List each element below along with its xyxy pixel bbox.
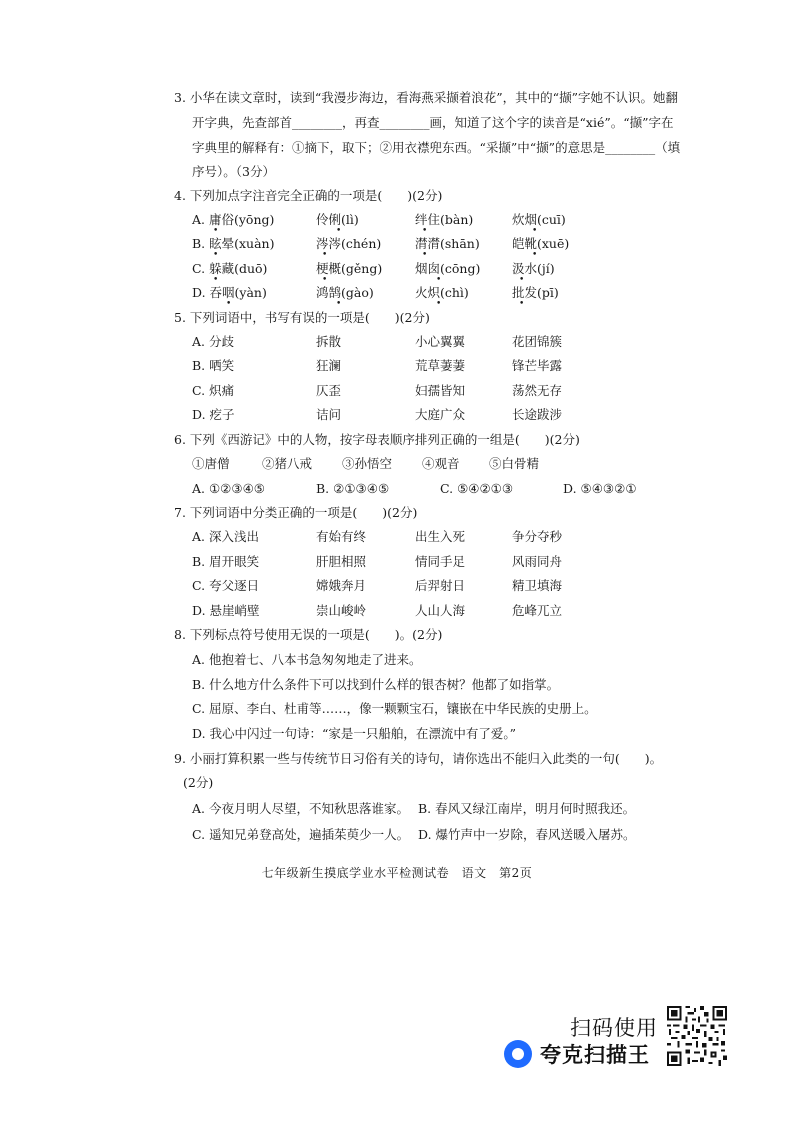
q6-choice-c: C. ⑤④②①③ (440, 481, 514, 496)
q6-name-3: ③孙悟空 (342, 456, 393, 471)
emphasis-dot: • (213, 250, 219, 260)
q9-option-a: A. 今夜月明人尽望，不知秋思落谁家。 (192, 801, 409, 816)
q9-stem: 9. 小丽打算积累一些与传统节日习俗有关的诗句，请你选出不能归入此类的一句( )。 (174, 751, 663, 766)
q5-option-c-1: C. 炽痛 (192, 383, 235, 398)
q3-line-3: 字典里的解释有：①摘下，取下；②用衣襟兜东西。“采撷”中“撷”的意思是________（填 (192, 140, 681, 155)
q3-line-2: 开字典，先查部首________，再查________画，知道了这个字的读音是“xié”。“撷”字在 (192, 115, 674, 130)
scan-to-use-label: 扫码使用 (570, 1016, 658, 1040)
q5-option-b-4: 锋芒毕露 (512, 358, 563, 373)
q5-option-a-4: 花团锦簇 (512, 334, 563, 349)
scanner-brand (504, 1039, 650, 1069)
emphasis-dot: • (519, 299, 525, 309)
q5-option-c-4: 荡然无存 (512, 383, 563, 398)
quark-logo-icon (504, 1040, 532, 1068)
q3-line-1: 3. 小华在读文章时，读到“我漫步海边，看海燕采撷着浪花”，其中的“撷”字她不认识。她翻 (174, 90, 678, 105)
q5-option-a-2: 拆散 (316, 334, 342, 349)
q7-option-a-3: 出生入死 (415, 529, 466, 544)
q7-option-a-2: 有始有终 (316, 529, 367, 544)
q4-option-b-3: 潸潸(shān) (415, 236, 480, 251)
q4-option-b-4: 皑靴(xuē) (512, 236, 570, 251)
q7-option-b-3: 情同手足 (415, 554, 466, 569)
emphasis-dot: • (532, 250, 538, 260)
q4-option-a-2: 伶俐(lì) (316, 212, 359, 227)
q5-option-c-3: 妇孺皆知 (415, 383, 466, 398)
q4-option-c-2: 梗概(gěng) (316, 261, 383, 276)
q9-score: (2分) (183, 775, 214, 790)
q5-option-d-2: 诘问 (316, 407, 342, 422)
q8-option-b: B. 什么地方什么条件下可以找到什么样的银杏树？他都了如指掌。 (192, 677, 560, 692)
q4-option-c-3: 烟囱(cōng) (415, 261, 481, 276)
q7-option-d-1: D. 悬崖峭壁 (192, 603, 260, 618)
q6-name-1: ①唐僧 (192, 456, 230, 471)
q6-stem: 6. 下列《西游记》中的人物，按字母表顺序排列正确的一组是( )(2分) (174, 432, 580, 447)
q4-stem: 4. 下列加点字注音完全正确的一项是( )(2分) (174, 188, 443, 203)
q8-option-a: A. 他抱着七、八本书急匆匆地走了进来。 (192, 652, 422, 667)
q4-option-d-3: 火炽(chì) (415, 285, 469, 300)
q7-option-c-2: 嫦娥奔月 (316, 578, 367, 593)
q5-option-d-4: 长途跋涉 (512, 407, 563, 422)
emphasis-dot: • (322, 275, 328, 285)
emphasis-dot: • (519, 275, 525, 285)
q7-option-c-4: 精卫填海 (512, 578, 563, 593)
q4-option-b-2: 涔涔(chén) (316, 236, 382, 251)
q7-option-b-4: 风雨同舟 (512, 554, 563, 569)
q7-option-a-4: 争分夺秒 (512, 529, 563, 544)
q4-option-a-1: A. 庸俗(yōng) (192, 212, 275, 227)
q4-option-c-4: 汲水(jí) (512, 261, 555, 276)
q6-name-2: ②猪八戒 (262, 456, 313, 471)
emphasis-dot: • (336, 299, 342, 309)
q4-option-a-3: 绊住(bàn) (415, 212, 474, 227)
q4-option-d-4: 批发(pī) (512, 285, 559, 300)
q5-option-b-1: B. 哂笑 (192, 358, 235, 373)
q8-option-c: C. 屈原、李白、杜甫等……，像一颗颗宝石，镶嵌在中华民族的史册上。 (192, 701, 597, 716)
q7-stem: 7. 下列词语中分类正确的一项是( )(2分) (174, 505, 418, 520)
q7-option-d-3: 人山人海 (415, 603, 466, 618)
emphasis-dot: • (436, 299, 442, 309)
q6-choice-a: A. ①②③④⑤ (192, 481, 266, 496)
q7-option-b-1: B. 眉开眼笑 (192, 554, 260, 569)
q9-option-b: B. 春风又绿江南岸，明月何时照我还。 (418, 801, 636, 816)
q7-option-b-2: 肝胆相照 (316, 554, 367, 569)
q5-stem: 5. 下列词语中，书写有误的一项是( )(2分) (174, 310, 430, 325)
q8-stem: 8. 下列标点符号使用无误的一项是( )。(2分) (174, 627, 443, 642)
q5-option-c-2: 仄歪 (316, 383, 342, 398)
q7-option-c-3: 后羿射日 (415, 578, 466, 593)
q4-option-a-4: 炊烟(cuī) (512, 212, 566, 227)
q5-option-a-1: A. 分歧 (192, 334, 234, 349)
emphasis-dot: • (213, 275, 219, 285)
emphasis-dot: • (213, 226, 219, 236)
q9-option-c: C. 遥知兄弟登高处，遍插茱萸少一人。 (192, 827, 410, 842)
q7-option-d-4: 危峰兀立 (512, 603, 563, 618)
q7-option-c-1: C. 夸父逐日 (192, 578, 260, 593)
q4-option-d-1: D. 吞咽(yàn) (192, 285, 267, 300)
qr-code-icon[interactable] (667, 1006, 727, 1066)
emphasis-dot: • (436, 275, 442, 285)
q3-line-4: 序号）。（3分） (192, 164, 275, 179)
emphasis-dot: • (336, 226, 342, 236)
q9-option-d: D. 爆竹声中一岁除，春风送暖入屠苏。 (418, 827, 636, 842)
emphasis-dot: • (422, 250, 428, 260)
q5-option-d-1: D. 疙子 (192, 407, 235, 422)
q6-choice-d: D. ⑤④③②① (563, 481, 637, 496)
q4-option-c-1: C. 躲藏(duō) (192, 261, 268, 276)
emphasis-dot: • (532, 226, 538, 236)
q5-option-b-2: 狂澜 (316, 358, 342, 373)
q5-option-a-3: 小心翼翼 (415, 334, 466, 349)
q5-option-b-3: 荒草萋萋 (415, 358, 466, 373)
q4-option-b-1: B. 眩晕(xuàn) (192, 236, 275, 251)
q6-name-4: ④观音 (422, 456, 460, 471)
scanner-brand-name: 夸克扫描王 (540, 1043, 650, 1067)
q6-choice-b: B. ②①③④⑤ (316, 481, 390, 496)
q6-name-5: ⑤白骨精 (489, 456, 540, 471)
q7-option-a-1: A. 深入浅出 (192, 529, 259, 544)
q5-option-d-3: 大庭广众 (415, 407, 466, 422)
q4-option-d-2: 鸿鹄(gào) (316, 285, 374, 300)
emphasis-dot: • (226, 299, 232, 309)
q8-option-d: D. 我心中闪过一句诗：“家是一只船舶，在漂流中有了爱。” (192, 726, 517, 741)
emphasis-dot: • (322, 250, 328, 260)
q7-option-d-2: 崇山峻岭 (316, 603, 367, 618)
page-footer: 七年级新生摸底学业水平检测试卷 语文 第2页 (261, 866, 533, 880)
emphasis-dot: • (422, 226, 428, 236)
